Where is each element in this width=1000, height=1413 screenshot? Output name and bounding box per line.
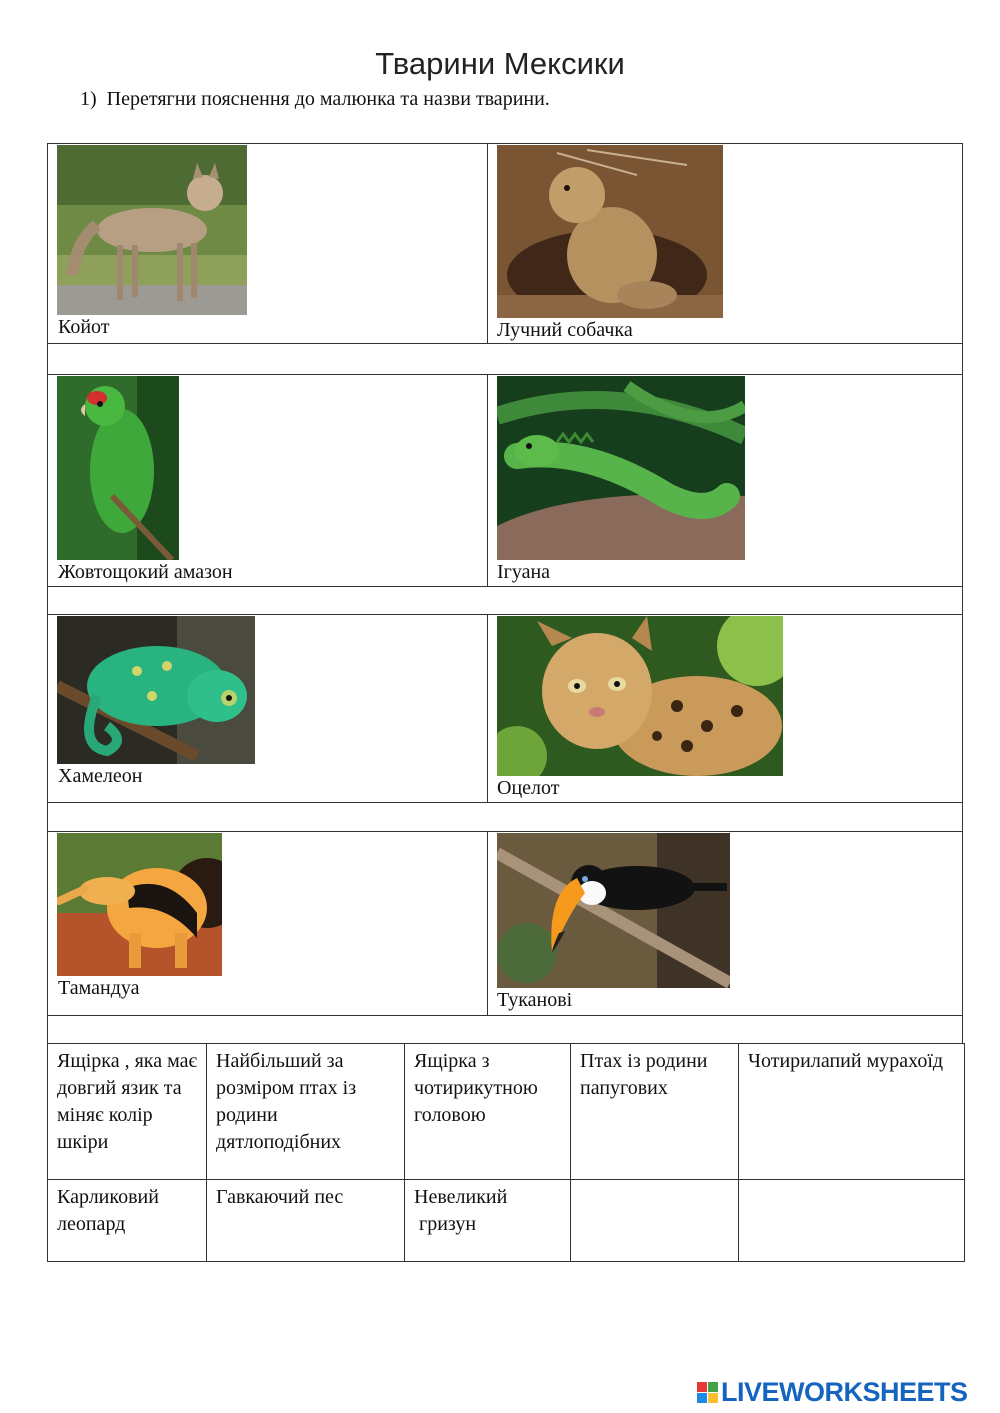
animal-row <box>48 832 962 1016</box>
toucan-photo <box>497 833 730 988</box>
animal-name: Лучний собачка <box>497 319 633 341</box>
description-card[interactable]: Ящірка з чотирикутною головою <box>405 1044 571 1180</box>
animal-cell-prairie-dog[interactable] <box>488 144 962 343</box>
coyote-photo <box>57 145 247 315</box>
drop-zone-row[interactable] <box>48 587 962 615</box>
tamandua-photo <box>57 833 222 976</box>
logo-square <box>708 1382 718 1392</box>
animal-cell-tamandua[interactable] <box>48 832 488 1015</box>
animal-row <box>48 375 962 587</box>
description-card[interactable]: Невеликий гризун <box>405 1180 571 1262</box>
ocelot-photo <box>497 616 783 776</box>
animal-name: Хамелеон <box>58 765 143 787</box>
empty-cell <box>739 1180 965 1262</box>
logo-square <box>697 1382 707 1392</box>
logo-square <box>708 1393 718 1403</box>
animal-cell-toucan[interactable] <box>488 832 962 1015</box>
animal-row <box>48 144 962 344</box>
instruction-number: 1) <box>80 88 97 110</box>
empty-cell <box>571 1180 739 1262</box>
description-card[interactable]: Гавкаючий пес <box>207 1180 405 1262</box>
instruction <box>80 88 550 111</box>
page-title: Тварини Мексики <box>375 46 625 81</box>
description-card[interactable]: Чотирилапий мурахоїд <box>739 1044 965 1180</box>
prairie-dog-photo <box>497 145 723 318</box>
description-card[interactable]: Найбільший за розміром птах із родини дятлоподібних <box>207 1044 405 1180</box>
chameleon-photo <box>57 616 255 764</box>
animal-row <box>48 615 962 803</box>
animal-name: Ігуана <box>497 561 551 583</box>
description-card[interactable]: Карликовий леопард <box>48 1180 207 1262</box>
animal-name: Тамандуа <box>58 977 140 999</box>
iguana-photo <box>497 376 745 560</box>
animal-cell-ocelot[interactable] <box>488 615 962 802</box>
animal-name: Койот <box>58 316 110 338</box>
amazon-parrot-photo <box>57 376 179 560</box>
description-card[interactable]: Ящірка , яка має довгий язик та міняє колір шкіри <box>48 1044 207 1180</box>
logo-square <box>697 1393 707 1403</box>
animal-name: Туканові <box>497 989 573 1011</box>
animal-cell-amazon[interactable] <box>48 375 488 586</box>
table-row <box>48 1180 965 1262</box>
logo-text: LIVEWORKSHEETS <box>721 1377 968 1407</box>
description-card[interactable]: Птах із родини папугових <box>571 1044 739 1180</box>
animal-cell-coyote[interactable] <box>48 144 488 343</box>
animal-cell-chameleon[interactable] <box>48 615 488 802</box>
instruction-text: Перетягни пояснення до малюнка та назви тварини. <box>106 88 550 110</box>
descriptions-table <box>47 1043 965 1262</box>
drop-zone-row[interactable] <box>48 803 962 832</box>
animal-cell-iguana[interactable] <box>488 375 962 586</box>
logo-mark-icon <box>697 1382 718 1403</box>
drop-zone-row[interactable] <box>48 344 962 375</box>
animal-name: Оцелот <box>497 777 560 799</box>
animal-grid <box>47 143 963 1044</box>
animal-name: Жовтощокий амазон <box>58 561 233 583</box>
table-row <box>48 1044 965 1180</box>
liveworksheets-logo <box>697 1377 968 1408</box>
drop-zone-row[interactable] <box>48 1016 962 1044</box>
